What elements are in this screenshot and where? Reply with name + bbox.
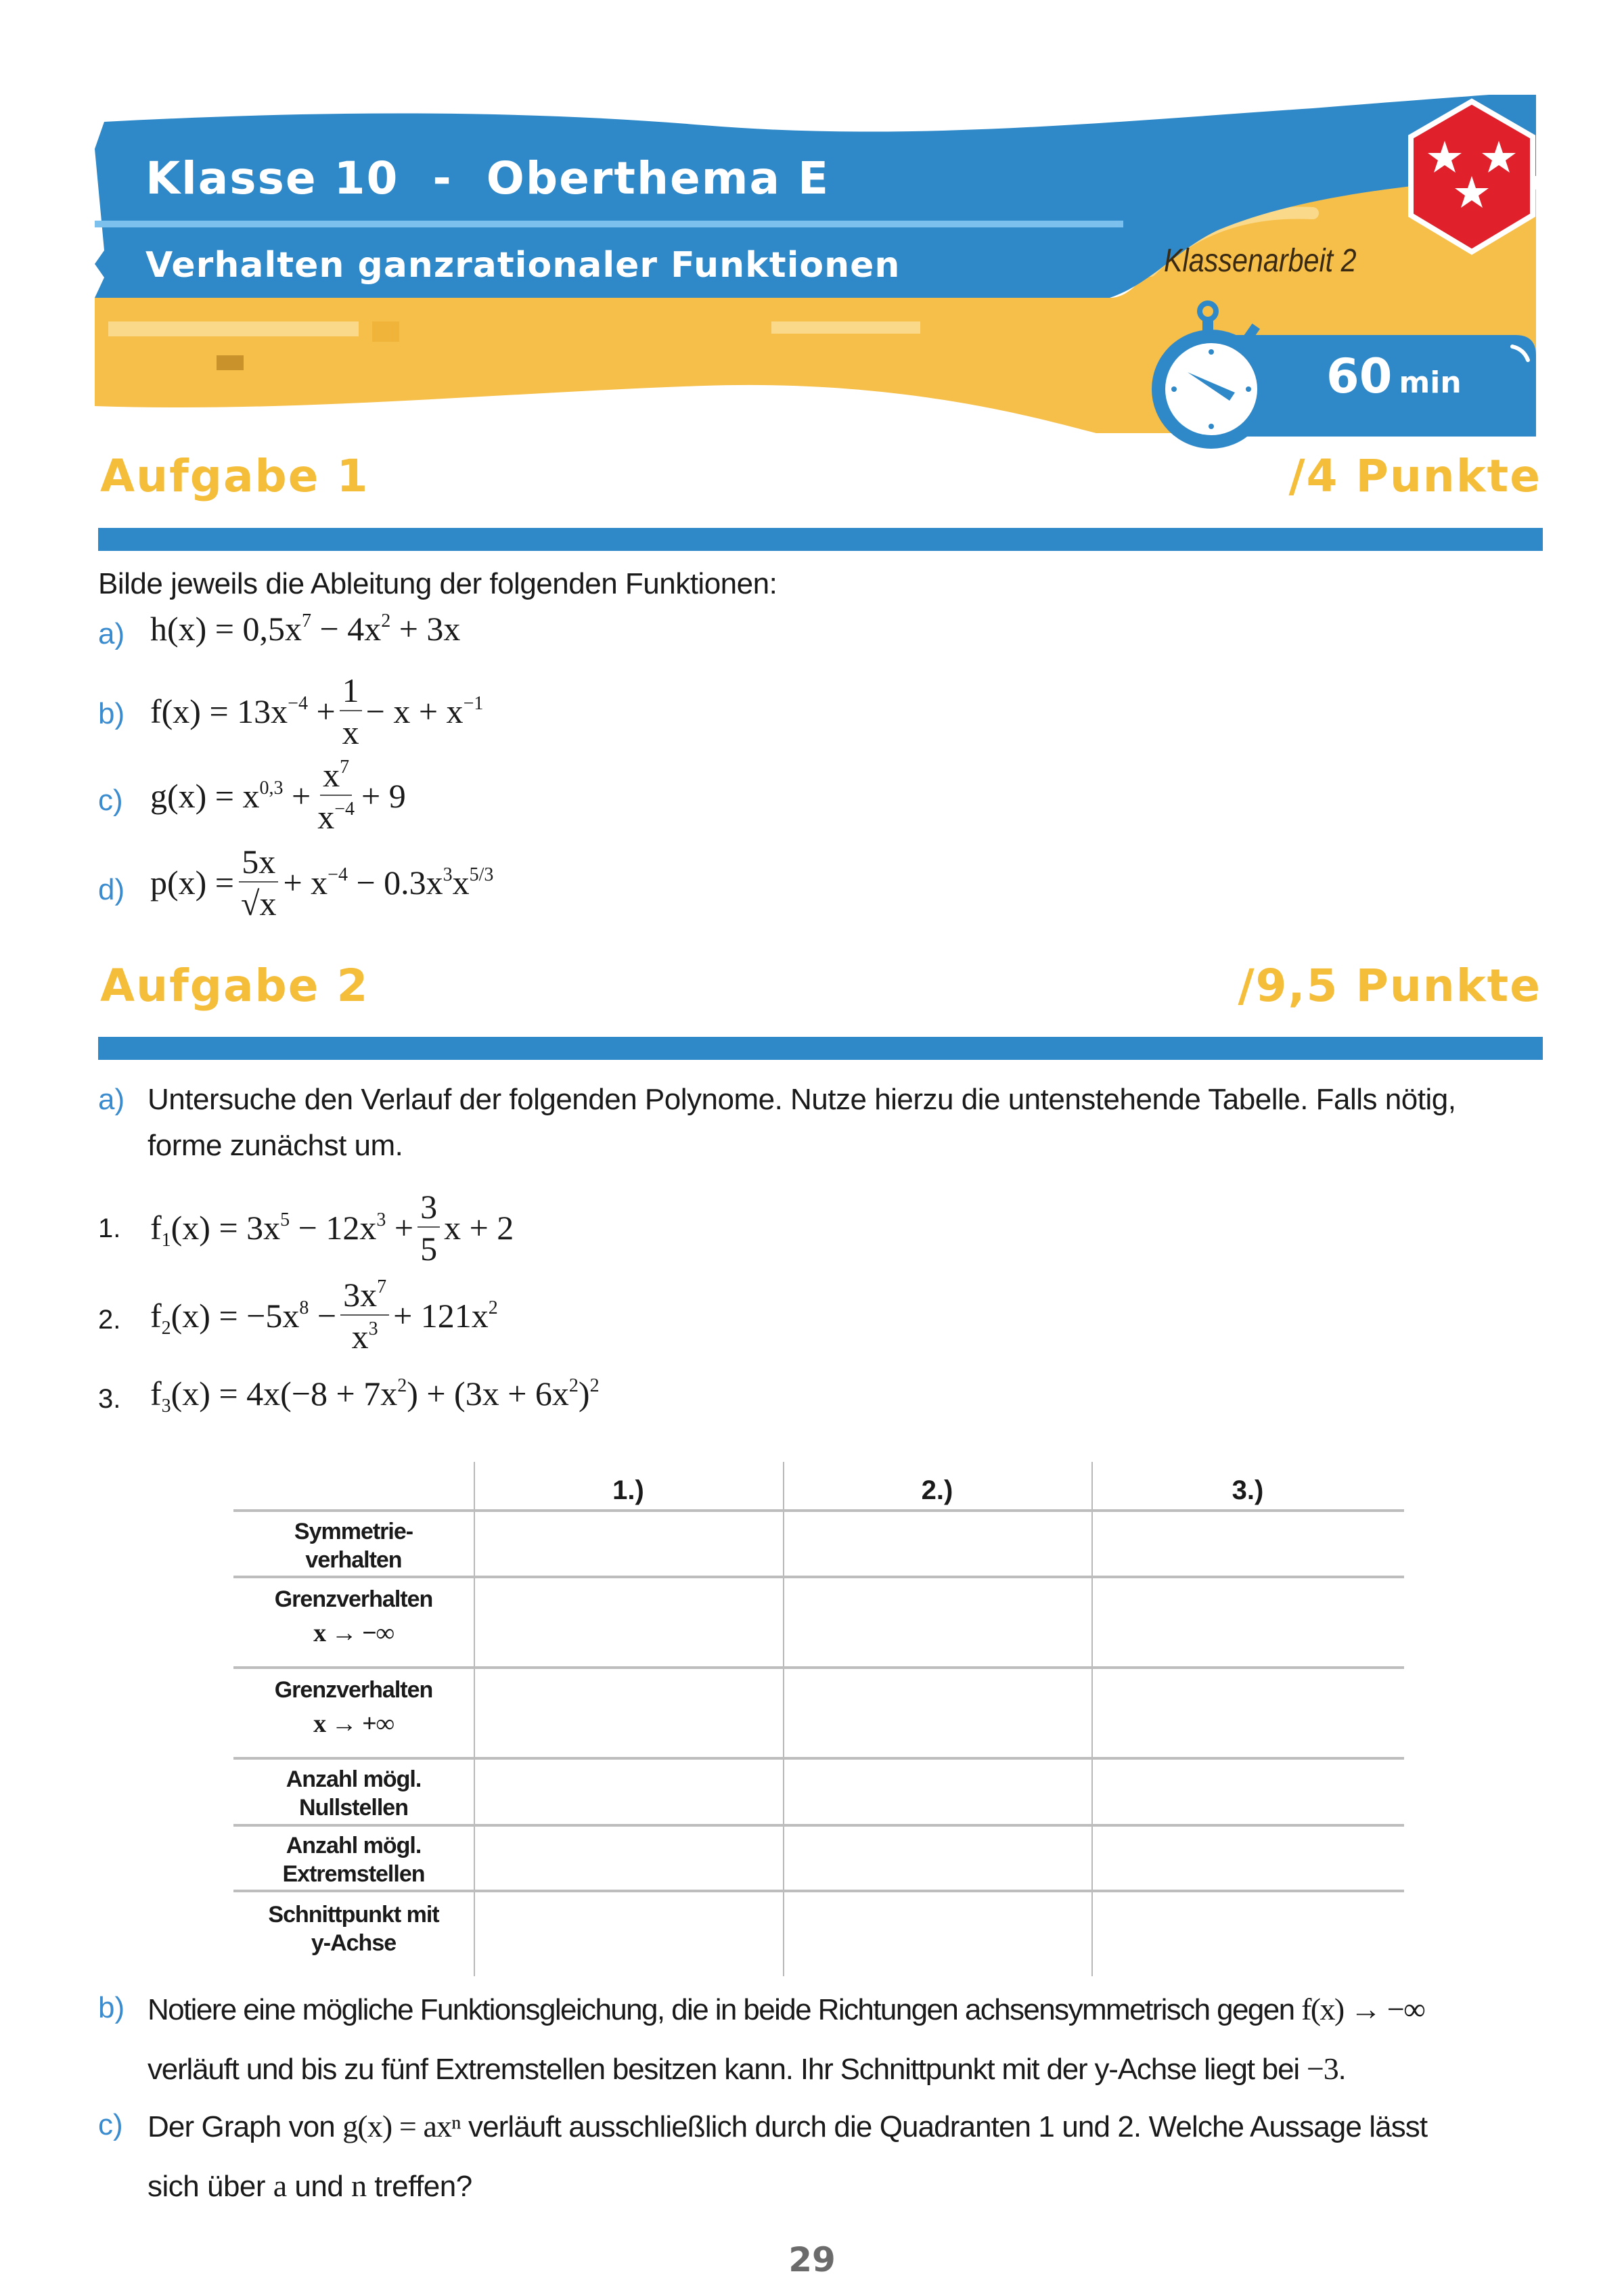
task2-part-c-label: c) (98, 2108, 123, 2141)
function-2-formula: $f_2(x) = -5x^8$ − $\frac{3x^7}{x^3}$ + $121x^2$ (150, 1276, 498, 1356)
table-row-header (233, 1831, 474, 1888)
row-header-line1: Anzahl mögl. (286, 1766, 422, 1792)
row-header-line2: x → −∞ (313, 1619, 394, 1647)
table-row-header (233, 1765, 474, 1822)
task1-points: /4 Punkte (1288, 450, 1541, 502)
task1-item-d-label: d) (98, 873, 125, 906)
table-row-header (233, 1900, 474, 1957)
part-b-text: Notiere eine mögliche Funktionsgleichung, die in beide Richtungen achsensymmetrisch gegen (148, 1993, 1302, 2026)
table-row-header (233, 1585, 474, 1647)
task1-instruction: Bilde jeweils die Ableitung der folgenden Funktionen: (98, 567, 777, 600)
table-cell-r4-c3[interactable] (1093, 1760, 1404, 1824)
duration-badge (1326, 349, 1462, 404)
table-cell-r4-c1[interactable] (475, 1760, 782, 1824)
table-cell-r2-c1[interactable] (475, 1578, 782, 1666)
row-header-line1: Symmetrie- (294, 1519, 413, 1544)
table-row-header (233, 1676, 474, 1738)
part-c-text: Der Graph von (148, 2110, 343, 2143)
table-cell-r6-c2[interactable] (784, 1892, 1090, 1976)
table-cell-r6-c1[interactable] (475, 1892, 782, 1976)
task1-heading: Aufgabe 1 (100, 450, 369, 502)
table-cell-r1-c1[interactable] (475, 1512, 782, 1576)
exam-label: Klassenarbeit 2 (1164, 243, 1357, 279)
task2-part-a-text-line2: forme zunächst um. (148, 1129, 403, 1162)
table-col-header-3: 3.) (1232, 1475, 1264, 1505)
row-header-line2: Extremstellen (282, 1861, 425, 1887)
task1-item-c-formula: $g(x) = x^{0,3}$ + $\frac{x^7}{x^{-4}}$ + 9 (150, 756, 406, 836)
part-c-text-end: treffen? (366, 2170, 472, 2203)
row-header-line2: Nullstellen (299, 1795, 408, 1821)
table-cell-r1-c3[interactable] (1093, 1512, 1404, 1576)
duration-unit: min (1399, 365, 1462, 400)
task2-part-c-line1 (148, 2108, 1427, 2144)
part-b-y-intercept: −3 (1306, 2051, 1338, 2086)
task2-part-b-line1 (148, 1991, 1424, 2027)
row-header-line1: Schnittpunkt mit (268, 1902, 439, 1928)
task2-part-b-label: b) (98, 1991, 125, 2024)
part-b-text-end: . (1338, 2053, 1346, 2086)
row-header-line2: verhalten (305, 1547, 402, 1573)
part-c-function: g(x) = axⁿ (342, 2109, 461, 2143)
part-c-var-n: n (351, 2168, 367, 2203)
duration-value: 60 (1326, 349, 1393, 404)
part-b-limit-expression: f(x) → −∞ (1301, 1992, 1425, 2026)
task2-divider (98, 1037, 1543, 1060)
row-header-line2: y-Achse (311, 1930, 397, 1956)
part-c-text: sich über (148, 2170, 273, 2203)
function-1-formula: $f_1(x) = 3x^5 - 12x^3$ + $\frac{3}{5}$ x + 2 (150, 1188, 514, 1268)
part-b-text: verläuft und bis zu fünf Extremstellen besitzen kann. Ihr Schnittpunkt mit der y-Achse liegt bei (148, 2053, 1307, 2086)
task2-part-a-label: a) (98, 1083, 125, 1116)
header-subtitle: Verhalten ganzrationaler Funktionen (145, 245, 901, 286)
stopwatch-icon (1147, 298, 1282, 453)
row-header-line1: Anzahl mögl. (286, 1833, 422, 1858)
task2-header (100, 960, 1541, 1021)
function-2-label: 2. (98, 1305, 121, 1335)
table-cell-r3-c3[interactable] (1093, 1669, 1404, 1757)
row-header-line1: Grenzverhalten (274, 1586, 433, 1612)
table-cell-r1-c2[interactable] (784, 1512, 1090, 1576)
table-cell-r2-c2[interactable] (784, 1578, 1090, 1666)
table-cell-r4-c2[interactable] (784, 1760, 1090, 1824)
task1-item-d-formula: p(x) = $\frac{5x}{√x}$ + $x^{-4} - 0.3x^3x^{5/3}$ (150, 843, 494, 922)
header-title: Klasse 10 - Oberthema E (145, 152, 830, 204)
task2-part-c-line2 (148, 2168, 472, 2204)
table-cell-r3-c1[interactable] (475, 1669, 782, 1757)
table-cell-r3-c2[interactable] (784, 1669, 1090, 1757)
three-stars-hexagon-icon (1394, 95, 1550, 264)
page-number: 29 (788, 2240, 836, 2279)
table-cell-r6-c3[interactable] (1093, 1892, 1404, 1976)
task1-item-a-label: a) (98, 617, 125, 650)
row-header-line1: Grenzverhalten (274, 1677, 433, 1703)
task1-item-b-label: b) (98, 697, 125, 730)
table-col-header-1: 1.) (612, 1475, 644, 1505)
task1-item-c-label: c) (98, 784, 123, 817)
task1-item-b-formula: $f(x) = 13x^{-4}$ + $\frac{1}{x}$ − $x + x^{-1}$ (150, 671, 484, 751)
part-c-var-a: a (273, 2168, 287, 2203)
part-c-text-rest: verläuft ausschließlich durch die Quadranten 1 und 2. Welche Aussage lässt (460, 2110, 1428, 2143)
task2-part-a-text-line1: Untersuche den Verlauf der folgenden Polynome. Nutze hierzu die untenstehende Tabelle. Falls nötig, (148, 1083, 1456, 1116)
task2-heading: Aufgabe 2 (100, 960, 369, 1012)
header-banner (95, 95, 1543, 447)
function-1-label: 1. (98, 1213, 121, 1243)
task1-divider (98, 528, 1543, 551)
table-cell-r5-c1[interactable] (475, 1827, 782, 1890)
function-3-formula: $f_3(x) = 4x(-8 + 7x^2) + (3x + 6x^2)^2$ (150, 1375, 600, 1417)
task1-header (100, 450, 1541, 511)
part-c-text-mid: und (286, 2170, 352, 2203)
table-cell-r5-c2[interactable] (784, 1827, 1090, 1890)
table-row-header (233, 1517, 474, 1574)
function-3-label: 3. (98, 1384, 121, 1414)
task2-points: /9,5 Punkte (1238, 960, 1541, 1012)
table-cell-r2-c3[interactable] (1093, 1578, 1404, 1666)
table-cell-r5-c3[interactable] (1093, 1827, 1404, 1890)
task2-part-b-line2 (148, 2051, 1346, 2087)
row-header-line2: x → +∞ (313, 1710, 394, 1738)
task1-item-a-formula: $h(x) = 0,5x^7 - 4x^2 + 3x$ (150, 610, 461, 648)
table-col-header-2: 2.) (921, 1475, 953, 1505)
